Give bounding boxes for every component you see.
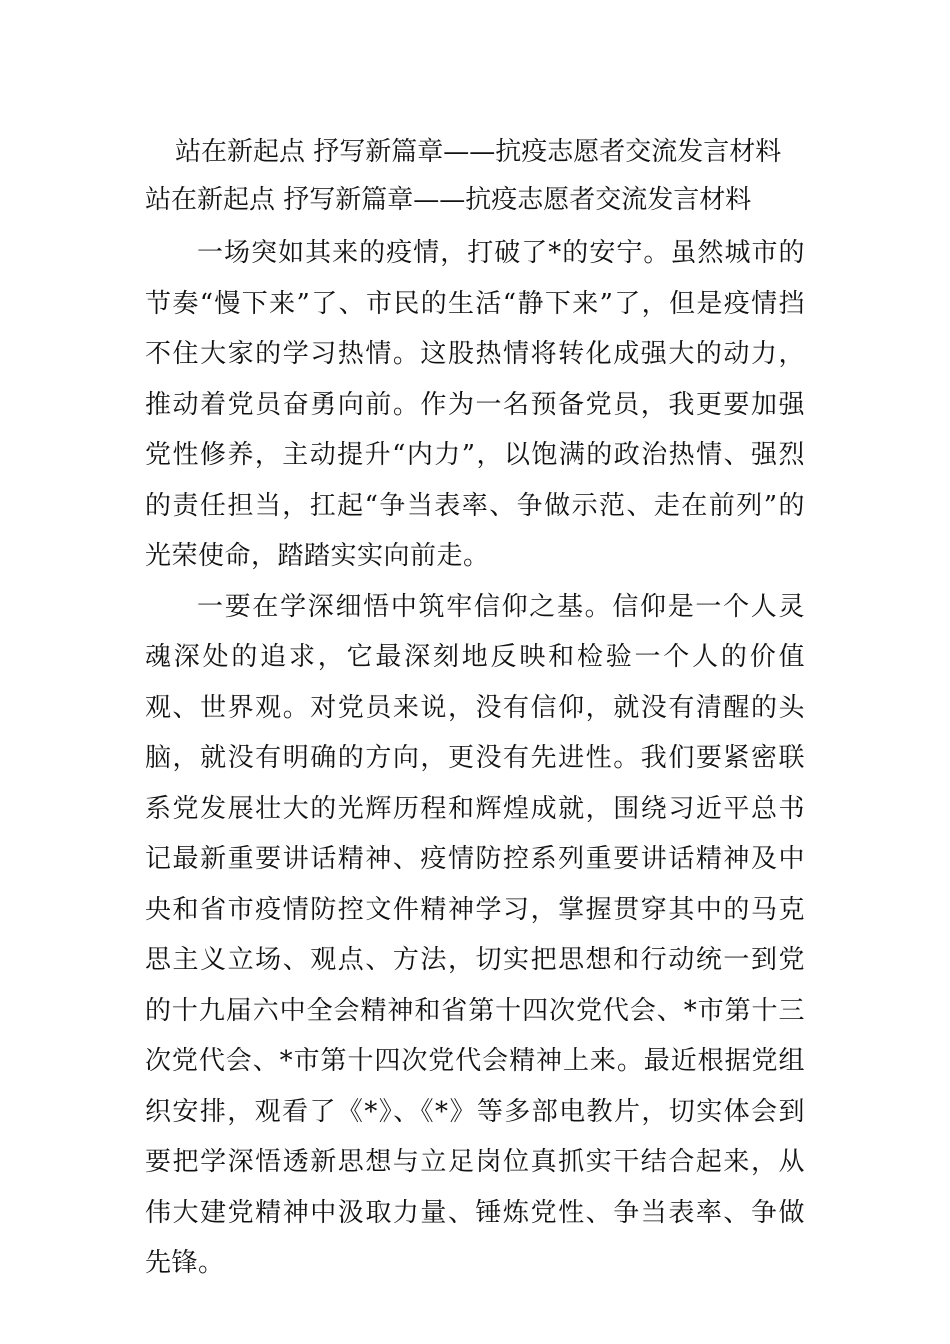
paragraph-intro: 一场突如其来的疫情，打破了*的安宁。虽然城市的节奏“慢下来”了、市民的生活“静下来”了，但是疫情挡不住大家的学习热情。这股热情将转化成强大的动力，推动着党员奋勇向前。作为一名预备党员，我更要加强党性修养，主动提升“内力”，以饱满的政治热情、强烈的责任担当，扛起“争当表率、争做示范、走在前列”的光荣使命，踏踏实实向前走。	[145, 238, 805, 571]
document-title-repeat: 站在新起点 抒写新篇章——抗疫志愿者交流发言材料	[145, 185, 752, 215]
document-title: 站在新起点 抒写新篇章——抗疫志愿者交流发言材料	[175, 137, 782, 167]
paragraph-point-one: 一要在学深细悟中筑牢信仰之基。信仰是一个人灵魂深处的追求，它最深刻地反映和检验一个人的价值观、世界观。对党员来说，没有信仰，就没有清醒的头脑，就没有明确的方向，更没有先进性。我们要紧密联系党发展壮大的光辉历程和辉煌成就，围绕习近平总书记最新重要讲话精神、疫情防控系列重要讲话精神及中央和省市疫情防控文件精神学习，掌握贯穿其中的马克思主义立场、观点、方法，切实把思想和行动统一到党的十九届六中全会精神和省第十四次党代会、*市第十三次党代会、*市第十四次党代会精神上来。最近根据党组织安排，观看了《*》、《*》等多部电教片，切实体会到要把学深悟透新思想与立足岗位真抓实干结合起来，从伟大建党精神中汲取力量、锤炼党性、争当表率、争做先锋。	[145, 591, 805, 1278]
document-body	[145, 228, 805, 1289]
